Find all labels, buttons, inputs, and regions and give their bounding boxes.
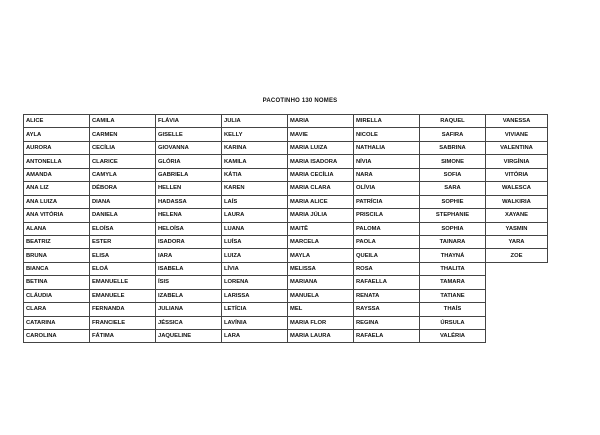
name-cell: FÁTIMA — [90, 330, 156, 343]
table-row — [24, 222, 548, 235]
name-cell: MARCELA — [288, 235, 354, 248]
name-cell: TATIANE — [420, 289, 486, 302]
name-cell: XAYANE — [486, 209, 548, 222]
name-cell: BETINA — [24, 276, 90, 289]
name-cell: SOPHIE — [420, 195, 486, 208]
name-cell: IARA — [156, 249, 222, 262]
name-cell: SABRINA — [420, 141, 486, 154]
name-cell: BIANCA — [24, 262, 90, 275]
name-cell: MARIA — [288, 115, 354, 128]
name-cell: ZOE — [486, 249, 548, 262]
name-cell: MARIANA — [288, 276, 354, 289]
names-table — [23, 114, 548, 343]
name-cell: MARIA ISADORA — [288, 155, 354, 168]
name-cell: KELLY — [222, 128, 288, 141]
name-cell: ANA LUIZA — [24, 195, 90, 208]
name-cell: CAROLINA — [24, 330, 90, 343]
name-cell: THAÍS — [420, 303, 486, 316]
name-cell: ÚRSULA — [420, 316, 486, 329]
name-cell: RAQUEL — [420, 115, 486, 128]
name-cell: CAMILA — [90, 115, 156, 128]
name-cell: LÍVIA — [222, 262, 288, 275]
name-cell: ISABELA — [156, 262, 222, 275]
name-cell: ANA VITÓRIA — [24, 209, 90, 222]
name-cell: HELLEN — [156, 182, 222, 195]
name-cell: AURORA — [24, 141, 90, 154]
name-cell: BEATRIZ — [24, 235, 90, 248]
name-cell: SOFIA — [420, 168, 486, 181]
name-cell: RAYSSA — [354, 303, 420, 316]
name-cell: MARIA ALICE — [288, 195, 354, 208]
name-cell: THAYNÁ — [420, 249, 486, 262]
table-row — [24, 249, 548, 262]
name-cell: KÁTIA — [222, 168, 288, 181]
table-row — [24, 289, 548, 302]
empty-cell — [486, 316, 548, 329]
name-cell: RENATA — [354, 289, 420, 302]
empty-cell — [486, 262, 548, 275]
name-cell: ALANA — [24, 222, 90, 235]
table-row — [24, 168, 548, 181]
name-cell: MEL — [288, 303, 354, 316]
name-cell: ANTONELLA — [24, 155, 90, 168]
name-cell: CLARICE — [90, 155, 156, 168]
name-cell: VANESSA — [486, 115, 548, 128]
name-cell: MAYLA — [288, 249, 354, 262]
table-row — [24, 155, 548, 168]
name-cell: AYLA — [24, 128, 90, 141]
name-cell: REGINA — [354, 316, 420, 329]
name-cell: VALÉRIA — [420, 330, 486, 343]
name-cell: WALESCA — [486, 182, 548, 195]
name-cell: DANIELA — [90, 209, 156, 222]
name-cell: MAITÊ — [288, 222, 354, 235]
name-cell: BRUNA — [24, 249, 90, 262]
name-cell: RAFAELA — [354, 330, 420, 343]
name-cell: VALENTINA — [486, 141, 548, 154]
name-cell: CATARINA — [24, 316, 90, 329]
name-cell: ELOÍSA — [90, 222, 156, 235]
name-cell: LUANA — [222, 222, 288, 235]
name-cell: NATHALIA — [354, 141, 420, 154]
name-cell: ELISA — [90, 249, 156, 262]
name-cell: SIMONE — [420, 155, 486, 168]
name-cell: CARMEN — [90, 128, 156, 141]
name-cell: GISELLE — [156, 128, 222, 141]
name-cell: ISADORA — [156, 235, 222, 248]
name-cell: TAINARA — [420, 235, 486, 248]
table-row — [24, 262, 548, 275]
table-row — [24, 141, 548, 154]
name-cell: ESTER — [90, 235, 156, 248]
name-cell: LUIZA — [222, 249, 288, 262]
name-cell: SOPHIA — [420, 222, 486, 235]
name-cell: JAQUELINE — [156, 330, 222, 343]
name-cell: STEPHANIE — [420, 209, 486, 222]
name-cell: MAVIE — [288, 128, 354, 141]
table-row — [24, 115, 548, 128]
empty-cell — [486, 276, 548, 289]
table-row — [24, 195, 548, 208]
name-cell: QUEILA — [354, 249, 420, 262]
name-cell: VITÓRIA — [486, 168, 548, 181]
name-cell: ANA LIZ — [24, 182, 90, 195]
name-cell: JULIA — [222, 115, 288, 128]
name-cell: THALITA — [420, 262, 486, 275]
name-cell: RAFAELLA — [354, 276, 420, 289]
name-cell: YARA — [486, 235, 548, 248]
name-cell: AMANDA — [24, 168, 90, 181]
table-row — [24, 276, 548, 289]
name-cell: LAURA — [222, 209, 288, 222]
name-cell: PATRÍCIA — [354, 195, 420, 208]
name-cell: ALICE — [24, 115, 90, 128]
name-cell: VIVIANE — [486, 128, 548, 141]
name-cell: TAMARA — [420, 276, 486, 289]
table-row — [24, 330, 548, 343]
table-row — [24, 182, 548, 195]
name-cell: CAMYLA — [90, 168, 156, 181]
name-cell: MARIA CLARA — [288, 182, 354, 195]
name-cell: ROSA — [354, 262, 420, 275]
name-cell: YASMIN — [486, 222, 548, 235]
name-cell: ELOÁ — [90, 262, 156, 275]
name-cell: SAFIRA — [420, 128, 486, 141]
name-cell: CLÁUDIA — [24, 289, 90, 302]
name-cell: MARIA JÚLIA — [288, 209, 354, 222]
name-cell: KAREN — [222, 182, 288, 195]
name-cell: NICOLE — [354, 128, 420, 141]
name-cell: MARIA LAURA — [288, 330, 354, 343]
name-cell: LARA — [222, 330, 288, 343]
name-cell: MANUELA — [288, 289, 354, 302]
name-cell: SARA — [420, 182, 486, 195]
name-cell: LAÍS — [222, 195, 288, 208]
name-cell: EMANUELLE — [90, 276, 156, 289]
name-cell: DIANA — [90, 195, 156, 208]
name-cell: LORENA — [222, 276, 288, 289]
name-cell: EMANUELE — [90, 289, 156, 302]
name-cell: GLÓRIA — [156, 155, 222, 168]
name-cell: MARIA FLOR — [288, 316, 354, 329]
name-cell: FLÁVIA — [156, 115, 222, 128]
name-cell: GIOVANNA — [156, 141, 222, 154]
name-cell: CLARA — [24, 303, 90, 316]
name-cell: LAVÍNIA — [222, 316, 288, 329]
name-cell: OLÍVIA — [354, 182, 420, 195]
name-cell: VIRGÍNIA — [486, 155, 548, 168]
name-cell: NARA — [354, 168, 420, 181]
name-cell: PAOLA — [354, 235, 420, 248]
name-cell: HELENA — [156, 209, 222, 222]
name-cell: CECÍLIA — [90, 141, 156, 154]
name-cell: FRANCIELE — [90, 316, 156, 329]
table-row — [24, 235, 548, 248]
name-cell: HELOÍSA — [156, 222, 222, 235]
name-cell: HADASSA — [156, 195, 222, 208]
name-cell: PRISCILA — [354, 209, 420, 222]
name-cell: MARIA LUIZA — [288, 141, 354, 154]
table-row — [24, 209, 548, 222]
name-cell: LETÍCIA — [222, 303, 288, 316]
name-cell: NÍVIA — [354, 155, 420, 168]
name-cell: WALKIRIA — [486, 195, 548, 208]
name-cell: KAMILA — [222, 155, 288, 168]
name-cell: GABRIELA — [156, 168, 222, 181]
name-cell: LUÍSA — [222, 235, 288, 248]
name-cell: MIRELLA — [354, 115, 420, 128]
empty-cell — [486, 303, 548, 316]
name-cell: DÉBORA — [90, 182, 156, 195]
name-cell: PALOMA — [354, 222, 420, 235]
name-cell: JULIANA — [156, 303, 222, 316]
table-row — [24, 303, 548, 316]
name-cell: KARINA — [222, 141, 288, 154]
name-cell: ÍSIS — [156, 276, 222, 289]
name-cell: IZABELA — [156, 289, 222, 302]
empty-cell — [486, 289, 548, 302]
name-cell: FERNANDA — [90, 303, 156, 316]
name-cell: LARISSA — [222, 289, 288, 302]
table-row — [24, 128, 548, 141]
name-cell: JÉSSICA — [156, 316, 222, 329]
name-cell: MARIA CECÍLIA — [288, 168, 354, 181]
page-title: PACOTINHO 130 NOMES — [262, 98, 338, 104]
table-row — [24, 316, 548, 329]
empty-cell — [486, 330, 548, 343]
name-cell: MELISSA — [288, 262, 354, 275]
